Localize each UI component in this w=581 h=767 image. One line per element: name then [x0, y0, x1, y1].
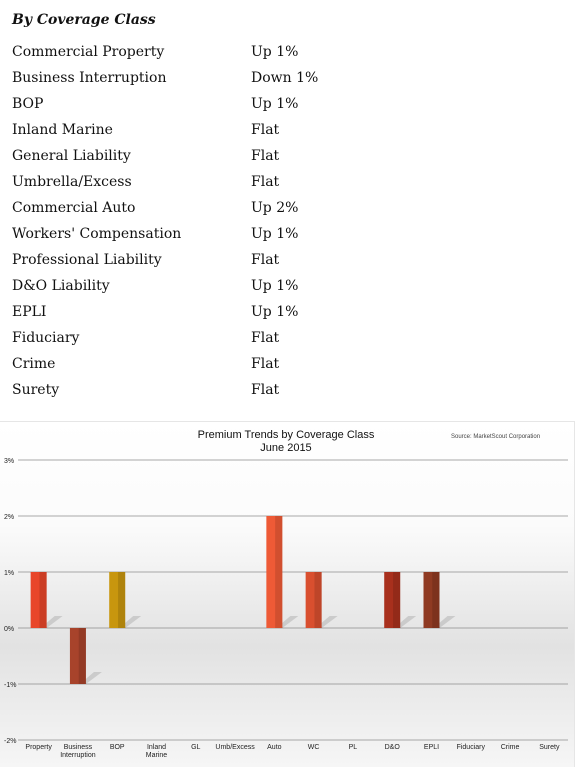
chart-title: Premium Trends by Coverage Class	[197, 429, 375, 441]
coverage-change: Flat	[251, 356, 280, 372]
coverage-change: Flat	[251, 174, 280, 190]
coverage-class: Surety	[12, 382, 60, 398]
table-row	[12, 226, 572, 252]
x-tick-label: EPLI	[423, 744, 440, 751]
y-tick-label: -1%	[4, 682, 17, 689]
coverage-change: Flat	[251, 382, 280, 398]
x-tick-label: Crime	[500, 744, 520, 751]
coverage-change: Up 1%	[251, 44, 299, 60]
coverage-class: EPLI	[12, 304, 47, 320]
table-row	[12, 200, 572, 226]
table-row	[12, 70, 572, 96]
y-axis-ticks	[4, 458, 16, 745]
bar-shade	[79, 628, 86, 684]
x-tick-label: Umb/Excess	[215, 744, 255, 751]
x-tick-label: Business	[63, 744, 93, 751]
chart-canvas	[0, 422, 574, 767]
x-tick-label: Fiduciary	[456, 744, 485, 751]
table-row	[12, 96, 572, 122]
y-tick-label: 3%	[4, 458, 15, 465]
coverage-class: Umbrella/Excess	[12, 174, 132, 190]
coverage-class: Professional Liability	[12, 252, 162, 268]
chart-source-note: Source: MarketScout Corporation	[451, 434, 541, 440]
coverage-change: Flat	[251, 330, 280, 346]
coverage-change: Down 1%	[251, 70, 319, 86]
x-tick-label: Property	[25, 744, 52, 751]
x-tick-label: Inland	[146, 744, 167, 751]
coverage-class: Inland Marine	[12, 122, 113, 138]
table-row	[12, 44, 572, 70]
bar-shade	[314, 572, 321, 628]
coverage-change: Up 1%	[251, 304, 299, 320]
coverage-change: Up 1%	[251, 278, 299, 294]
table-row	[12, 356, 572, 382]
bar-shade	[432, 572, 439, 628]
bar-shade	[275, 516, 282, 628]
table-row	[12, 382, 572, 408]
x-tick-label: D&O	[384, 744, 400, 751]
x-tick-label: WC	[307, 744, 320, 751]
coverage-class: Workers' Compensation	[12, 226, 182, 242]
table-row	[12, 304, 572, 330]
table-row	[12, 278, 572, 304]
coverage-class: Commercial Auto	[12, 200, 136, 216]
bar-shade	[118, 572, 125, 628]
section-heading: By Coverage Class	[12, 12, 156, 28]
x-tick-label: Surety	[539, 744, 560, 751]
coverage-class: Fiduciary	[12, 330, 80, 346]
y-tick-label: 0%	[4, 626, 15, 633]
premium-trends-chart	[0, 421, 575, 767]
coverage-change: Flat	[251, 122, 280, 138]
coverage-class: BOP	[12, 96, 44, 112]
coverage-change: Flat	[251, 252, 280, 268]
table-row	[12, 330, 572, 356]
x-tick-label: Marine	[145, 752, 168, 759]
table-row	[12, 148, 572, 174]
x-tick-label: Interruption	[60, 752, 96, 759]
coverage-class: Business Interruption	[12, 70, 167, 86]
x-tick-label: BOP	[109, 744, 125, 751]
chart-gridlines	[18, 460, 568, 740]
x-axis-ticks	[25, 744, 560, 759]
table-row	[12, 174, 572, 200]
x-tick-label: Auto	[267, 744, 282, 751]
coverage-change: Flat	[251, 148, 280, 164]
table-row	[12, 252, 572, 278]
coverage-table	[12, 44, 572, 408]
table-row	[12, 122, 572, 148]
coverage-change: Up 1%	[251, 226, 299, 242]
x-tick-label: GL	[191, 744, 201, 751]
bar-shade	[39, 572, 46, 628]
coverage-class: Crime	[12, 356, 56, 372]
y-tick-label: 1%	[4, 570, 15, 577]
coverage-change: Up 2%	[251, 200, 299, 216]
bar-shade	[393, 572, 400, 628]
chart-subtitle: June 2015	[260, 442, 312, 454]
y-tick-label: 2%	[4, 514, 15, 521]
chart-bars	[31, 516, 456, 684]
x-tick-label: PL	[348, 744, 358, 751]
coverage-change: Up 1%	[251, 96, 299, 112]
coverage-class: D&O Liability	[12, 278, 110, 294]
coverage-class: General Liability	[12, 148, 131, 164]
coverage-class: Commercial Property	[12, 44, 165, 60]
y-tick-label: -2%	[4, 738, 17, 745]
